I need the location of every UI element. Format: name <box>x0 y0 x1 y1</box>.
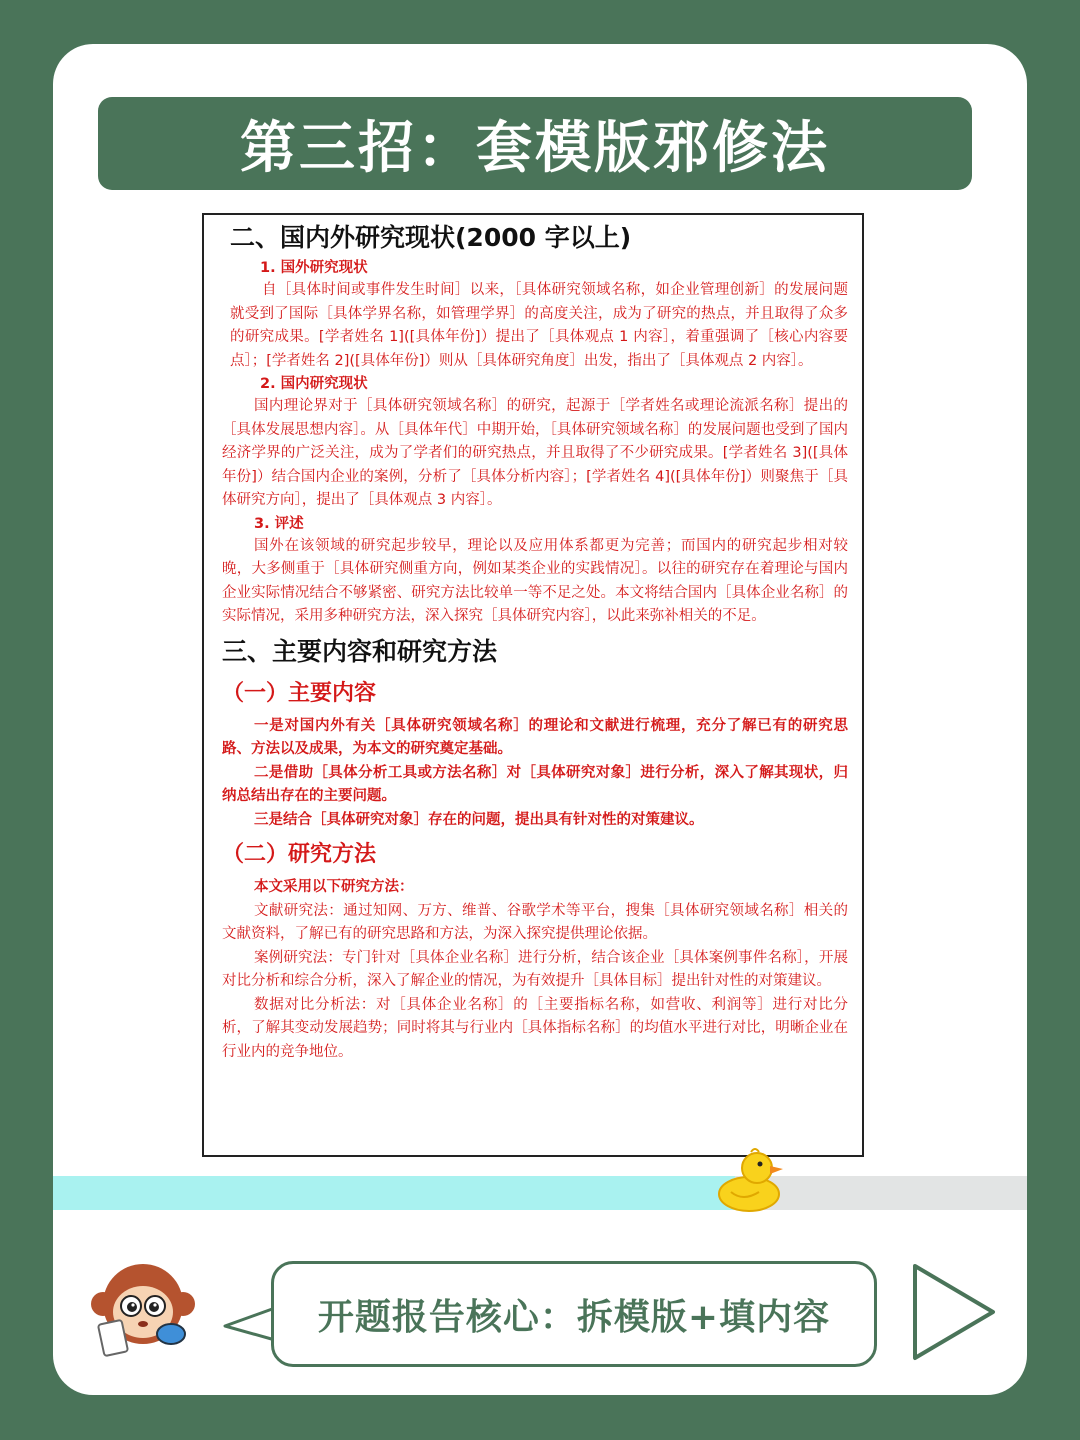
part1-heading: （一）主要内容 <box>222 680 377 706</box>
section3-heading: 三、主要内容和研究方法 <box>222 636 498 666</box>
rubber-duck-icon <box>713 1144 785 1214</box>
section2-heading: 二、国内外研究现状(2000 字以上) <box>230 223 632 252</box>
sub2-heading: 2. 国内研究现状 <box>260 376 368 392</box>
sub1-heading: 1. 国外研究现状 <box>260 260 368 276</box>
title-banner <box>98 97 972 190</box>
content-card <box>53 44 1027 1395</box>
part1-item: 三是结合［具体研究对象］存在的问题，提出具有针对性的对策建议。 <box>254 811 704 828</box>
page-title: 第三招：套模版邪修法 <box>240 115 830 181</box>
sub3-heading: 3. 评述 <box>254 515 304 532</box>
sub2-text: 国内理论界对于［具体研究领域名称］的研究，起源于［学者姓名或理论流派名称］提出的［具体发展思想内容］。从［具体年代］中期开始，［具体研究领域名称］的发展问题也受到了国内经济学界的广泛关注，成为了学者们的研究热点，并且取得了不少研究成果。[学者姓名 3]([具体年份]）结合国内企业的案例，分析了［具体分析内容］；[学者姓名 4]([具体年份]）则聚焦于［具体研究方向］，提出了［具体观点 3 内容］。 <box>222 398 848 508</box>
play-triangle-icon[interactable] <box>911 1262 997 1362</box>
sub3-text: 国外在该领域的研究起步较早，理论以及应用体系都更为完善；而国内的研究起步相对较晚，大多侧重于［具体研究侧重方向，例如某类企业的实践情况］。以往的研究存在着理论与国内企业实际情况结合不够紧密、研究方法比较单一等不足之处。本文将结合国内［具体企业名称］的实际情况，采用多种研究方法，深入探究［具体研究内容］，以此来弥补相关的不足。 <box>222 537 848 624</box>
monkey-mascot-icon <box>87 1260 199 1360</box>
part2-item: 文献研究法：通过知网、万方、维普、谷歌学术等平台，搜集［具体研究领域名称］相关的文献资料，了解已有的研究思路和方法，为深入探究提供理论依据。 <box>222 902 848 942</box>
document-screenshot <box>202 213 864 1157</box>
sub1-text: 自［具体时间或事件发生时间］以来，［具体研究领域名称，如企业管理创新］的发展问题就受到了国际［具体学界名称，如管理学界］的高度关注，成为了研究的热点，并且取得了众多的研究成果。[学者姓名 1]([具体年份]）提出了［具体观点 1 内容］，着重强调了［核心内容要点］；[学者姓名 2]([具体年份]）则从［具体研究角度］出发，指出了［具体观点 2 内容］。 <box>230 282 848 369</box>
part2-item: 案例研究法：专门针对［具体企业名称］进行分析，结合该企业［具体案例事件名称］，开展对比分析和综合分析，深入了解企业的情况，为有效提升［具体目标］提出针对性的对策建议。 <box>222 949 848 989</box>
speech-bubble <box>271 1261 877 1367</box>
part2-intro: 本文采用以下研究方法： <box>254 879 414 895</box>
part2-item: 数据对比分析法：对［具体企业名称］的［主要指标名称，如营收、利润等］进行对比分析，了解其变动发展趋势；同时将其与行业内［具体指标名称］的均值水平进行对比，明晰企业在行业内的竞争地位。 <box>222 996 848 1060</box>
part2-heading: （二）研究方法 <box>222 842 377 867</box>
part1-item: 一是对国内外有关［具体研究领域名称］的理论和文献进行梳理，充分了解已有的研究思路、方法以及成果，为本文的研究奠定基础。 <box>222 717 848 757</box>
part1-item: 二是借助［具体分析工具或方法名称］对［具体研究对象］进行分析，深入了解其现状，归纳总结出存在的主要问题。 <box>222 764 848 804</box>
progress-divider-bar <box>53 1176 1027 1210</box>
bubble-text: 开题报告核心：拆模版+填内容 <box>317 1296 831 1338</box>
